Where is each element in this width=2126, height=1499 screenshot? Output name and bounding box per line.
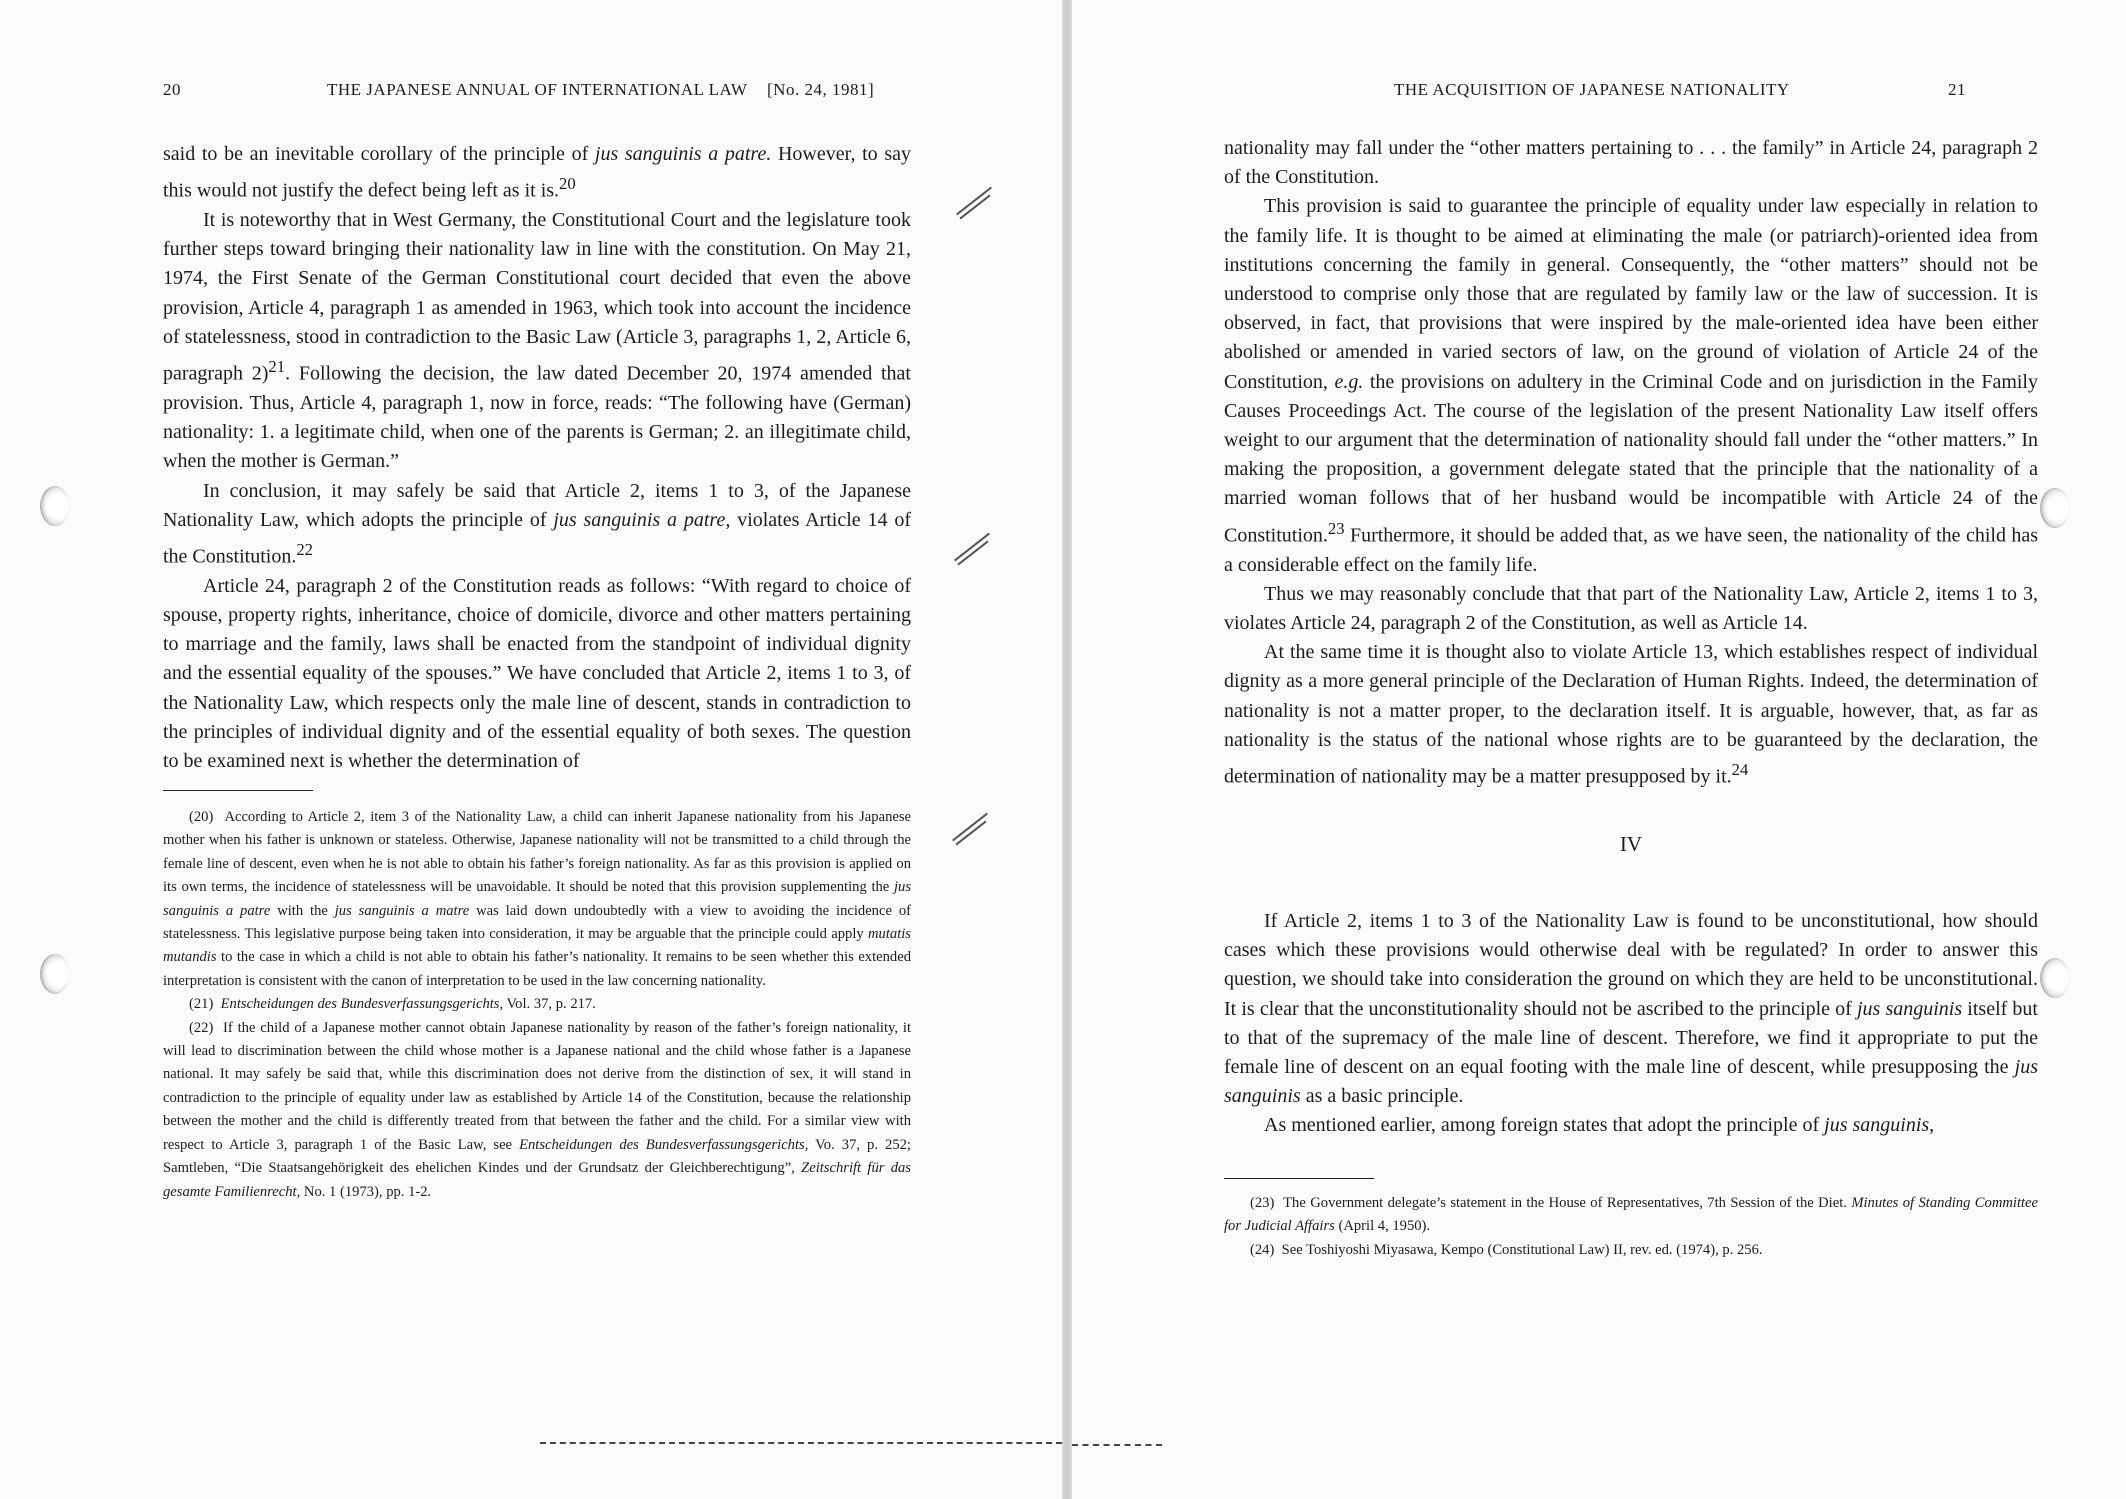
left-page — [0, 0, 1062, 1499]
issue-label: [No. 24, 1981] — [767, 80, 875, 99]
left-footnotes — [163, 806, 911, 1204]
footnote-ref: 20 — [559, 174, 576, 194]
right-paragraph-5: If Article 2, items 1 to 3 of the Nationality Law is found to be unconstitutional, how should cases which these provisions would otherwise deal with be regulated? In order to answer this question, we should take into consideration the ground on which they are held to be unconstitutional. It is clear that the unconstitutionality should not be ascribed to the principle of jus sanguinis itself but to that of the supremacy of the male line of descent. Therefore, we find it appropriate to put the female line of descent on an equal footing with the male line of descent, while presupposing the jus sanguinis as a basic principle. — [1224, 909, 2038, 1108]
binder-hole — [2040, 488, 2070, 528]
right-paragraph-1: nationality may fall under the “other matters pertaining to . . . the family” in Article 24, paragraph 2 of the Constitution. — [1224, 137, 2038, 189]
left-paragraph-4: Article 24, paragraph 2 of the Constitution reads as follows: “With regard to choice of spouse, property rights, inheritance, choice of domicile, divorce and other matters pertaining to marriage and the family, laws shall be enacted from the standpoint of individual dignity and the essential equality of the spouses.” We have concluded that Article 2, items 1 to 3, of the Nationality Law, which respects only the male line of descent, stands in contradiction to the principles of individual dignity and of the essential equality of both sexes. The question to be examined next is whether the determination of — [163, 574, 911, 773]
left-page-number: 20 — [163, 80, 181, 99]
journal-title: THE JAPANESE ANNUAL OF INTERNATIONAL LAW — [327, 80, 748, 99]
right-paragraph-2: This provision is said to guarantee the principle of equality under law especially in relation to the family life. It is thought to be aimed at eliminating the male (or patriarch)-oriented idea from institutions concerning the family in general. Consequently, the “other matters” should not be understood to comprise only those that are regulated by family law or the law of succession. It is observed, in fact, that provisions that were inspired by the male-oriented idea have been either abolished or amended in varied sectors of law, on the ground of violation of Article 24 of the Constitution, e.g. the provisions on adultery in the Criminal Code and on jurisdiction in the Family Causes Proceedings Act. The course of the legislation of the present Nationality Law itself offers weight to our argument that the determination of nationality should fall under the “other matters.” In making the proposition, a government delegate stated that the principle that the nationality of a married woman follows that of her husband would be incompatible with Article 24 of the Constitution.$^{23}$ Furthermore, it should be added that, as we have seen, the nationality of the child has a considerable effect on the family life. — [1224, 195, 2038, 576]
footnote-22: (22) If the child of a Japanese mother cannot obtain Japanese nationality by reason of the father’s foreign nationality, it will lead to discrimination between the child whose mother is a Japanese national and the child whose father is a Japanese national. It may safely be said that, while this discrimination does not derive from the distinction of sex, it will stand in contradiction to the principle of equality under law as established by Article 14 of the Constitution, because the relationship between the mother and the child is differently treated from that between the father and the child. For a similar view with respect to Article 3, paragraph 1 of the Basic Law, see Entscheidungen des Bundesverfassungsgerichts, Vo. 37, p. 252; Samtleben, “Die Staatsangehörigkeit des ehelichen Kindes und der Grundsatz der Gleichberechtigung”, Zeitschrift für das gesamte Familienrecht, No. 1 (1973), pp. 1-2. — [163, 1019, 911, 1200]
footnote-24: (24) See Toshiyoshi Miyasawa, Kempo (Constitutional Law) II, rev. ed. (1974), p. 256. — [1250, 1241, 1763, 1258]
running-title: THE ACQUISITION OF JAPANESE NATIONALITY — [1394, 80, 1790, 99]
page-gutter — [1062, 0, 1072, 1499]
footnote-20: (20) According to Article 2, item 3 of the Nationality Law, a child can inherit Japanese nationality from his Japanese mother when his father is unknown or stateless. Otherwise, Japanese nationality will not be transmitted to a child through the female line of descent, even when he is not able to obtain his father’s foreign nationality. As far as this provision is applied on its own terms, the incidence of statelessness will be unavoidable. It should be noted that this provision supplementing the jus sanguinis a patre with the jus sanguinis a matre was laid down undoubtedly with a view to avoiding the incidence of statelessness. This legislative purpose being taken into consideration, it may be arguable that the principle could apply mutatis mutandis to the case in which a child is not able to obtain his father’s nationality. It remains to be seen whether this extended interpretation is consistent with the canon of interpretation to be used in the law concerning nationality. — [163, 809, 911, 989]
footnote-ref: 22 — [296, 539, 313, 559]
binder-hole — [2040, 958, 2070, 998]
left-paragraph-2: It is noteworthy that in West Germany, the Constitutional Court and the legislature took further steps toward bringing their nationality law in line with the constitution. On May 21, 1974, the First Senate of the German Constitutional court decided that even the above provision, Article 4, paragraph 1 as amended in 1963, which took into account the incidence of statelessness, stood in contradiction to the Basic Law (Article 3, paragraphs 1, 2, Article 6, paragraph 2)$^{21}$. Following the decision, the law dated December 20, 1974 amended that provision. Thus, Article 4, paragraph 1, now in force, reads: “The following have (German) nationality: 1. a legitimate child, when one of the parents is German; 2. an illegitimate child, when the mother is German.” — [163, 209, 911, 473]
right-page — [1072, 0, 2126, 1499]
footnote-rule — [1224, 1178, 1374, 1179]
scan-edge — [540, 1442, 1062, 1444]
right-running-head — [1072, 80, 2126, 110]
left-body-text — [163, 140, 911, 776]
footnote-21: (21) Entscheidungen des Bundesverfassungsgerichts, Vol. 37, p. 217. — [189, 996, 596, 1013]
right-footnotes — [1224, 1192, 2038, 1262]
pencil-mark — [954, 533, 990, 562]
footnote-ref: 24 — [1731, 759, 1749, 779]
footnote-ref: 23 — [1327, 518, 1345, 538]
pencil-mark — [952, 813, 988, 842]
right-paragraph-4: At the same time it is thought also to violate Article 13, which establishes respect of individual dignity as a more general principle of the Declaration of Human Rights. Indeed, the determination of nationality is not a matter proper, to the declaration itself. It is arguable, however, that, as far as nationality is the status of the national whose rights are to be guaranteed by the declaration, the determination of nationality may be a matter presupposed by it.$^{24}$ — [1224, 641, 2038, 788]
binder-hole — [40, 486, 70, 526]
footnote-rule — [163, 790, 313, 791]
footnote-ref: 21 — [268, 357, 286, 377]
section-heading: IV — [1619, 831, 1643, 856]
binder-hole — [40, 954, 70, 994]
right-paragraph-3: Thus we may reasonably conclude that that part of the Nationality Law, Article 2, items 1 to 3, violates Article 24, paragraph 2 of the Constitution, as well as Article 14. — [1224, 582, 2038, 634]
scan-edge — [1072, 1444, 1162, 1446]
left-paragraph-1: said to be an inevitable corollary of the principle of jus sanguinis a patre. However, to say this would not justify the defect being left as it is.$^{20}$ — [163, 143, 911, 202]
footnote-23: (23) The Government delegate’s statement in the House of Representatives, 7th Session of the Diet. Minutes of Standing Committee for Judicial Affairs (April 4, 1950). — [1224, 1195, 2039, 1235]
pencil-mark — [956, 187, 992, 216]
left-paragraph-3: In conclusion, it may safely be said that Article 2, items 1 to 3, of the Japanese Nationality Law, which adopts the principle of jus sanguinis a patre, violates Article 14 of the Constitution.$^{22}$ — [163, 479, 911, 568]
left-running-head — [0, 80, 1062, 110]
right-paragraph-6: As mentioned earlier, among foreign states that adopt the principle of jus sanguinis, — [1264, 1114, 1935, 1137]
right-page-number: 21 — [1948, 80, 1966, 99]
right-body-text — [1224, 134, 2038, 1141]
